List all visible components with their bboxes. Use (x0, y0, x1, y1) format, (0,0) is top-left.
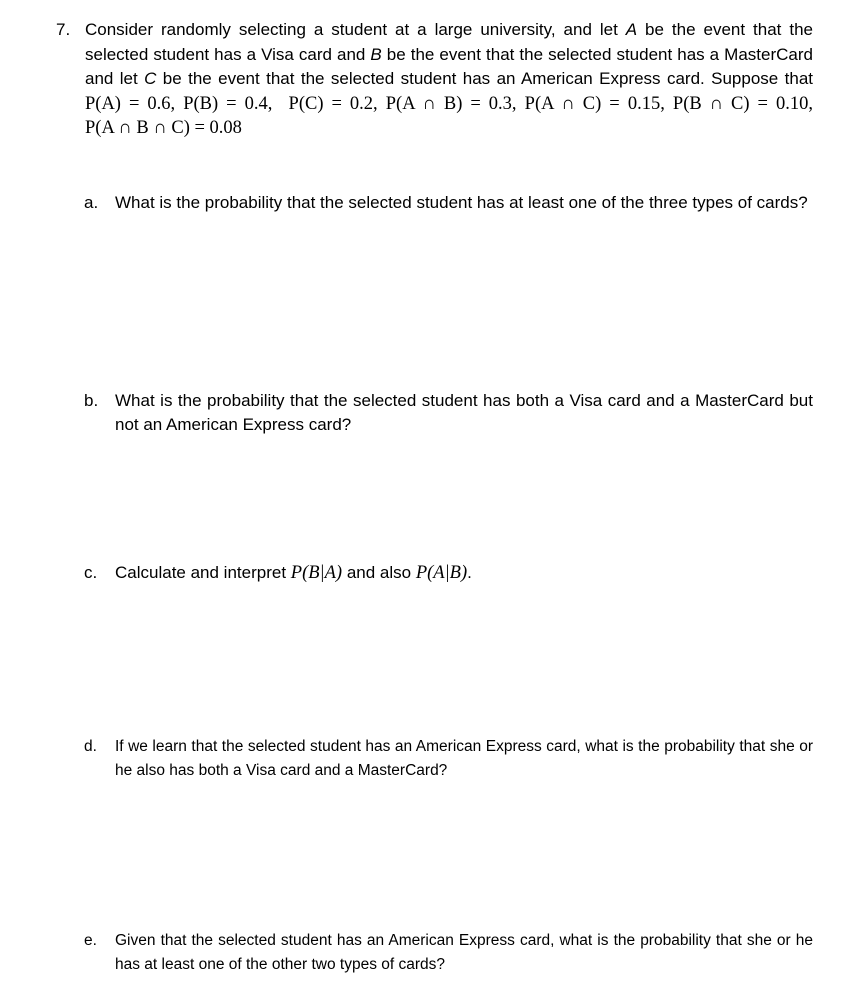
problem-number: 7. (56, 20, 71, 39)
part-b-question: What is the probability that the selected student has both a Visa card and a MasterCard but not an American Express card? (115, 391, 813, 434)
conditional-a-given-b-expr: P(A|B) (415, 563, 468, 583)
given-p-c: P(C) = 0.2, (288, 93, 378, 114)
given-p-a-and-b-and-c: P(A ∩ B ∩ C) = 0.08 (85, 118, 242, 138)
intro-text-3: be the event that the selected student has a MasterCard and let (85, 44, 813, 88)
part-a-question: What is the probability that the selected student has at least one of the three types of cards? (115, 193, 808, 212)
event-b-symbol: B (370, 44, 382, 64)
event-c-symbol: C (144, 69, 157, 88)
given-p-a-and-b: P(A ∩ B) = 0.3, (385, 93, 517, 114)
given-p-a-and-c-value: 0.15, (627, 93, 665, 114)
given-p-a: P(A) = 0.6, (85, 93, 176, 114)
conditional-a-given-b (416, 563, 467, 583)
event-a-symbol: A (625, 20, 638, 39)
part-e-label: e. (84, 932, 97, 949)
part-a-label: a. (84, 193, 99, 212)
given-p-b-and-c: P(B ∩ C) = 0.10, (672, 93, 813, 114)
part-c-label: c. (84, 563, 98, 582)
given-p-b: P(B) = 0.4, (183, 93, 273, 114)
part-d-question: If we learn that the selected student has an American Express card, what is the probability that she or he also has both a Visa card and a MasterCard? (115, 738, 813, 779)
part-e-question: Given that the selected student has an American Express card, what is the probability that she or he has at least one of the other two types of cards? (115, 932, 813, 973)
part-c-question (115, 561, 813, 586)
problem-statement (85, 18, 813, 141)
part-c-text-3: . (467, 563, 472, 582)
part-b-label: b. (84, 391, 99, 410)
given-p-a-and-c: P(A ∩ C) = (524, 93, 620, 114)
part-c-text-1: Calculate and interpret (115, 563, 291, 582)
intro-text-2: be the event that the selected student has a Visa card and (85, 20, 813, 64)
part-d-label: d. (84, 738, 97, 755)
conditional-b-given-a-expr: P(B|A) (290, 563, 343, 583)
part-c-text-2: and also (342, 563, 416, 582)
intro-text-4: be the event that the selected student has an American Express card. Suppose that (156, 69, 814, 88)
intro-text-1: Consider randomly selecting a student at a large university, and let (85, 20, 626, 39)
conditional-b-given-a (291, 563, 342, 583)
